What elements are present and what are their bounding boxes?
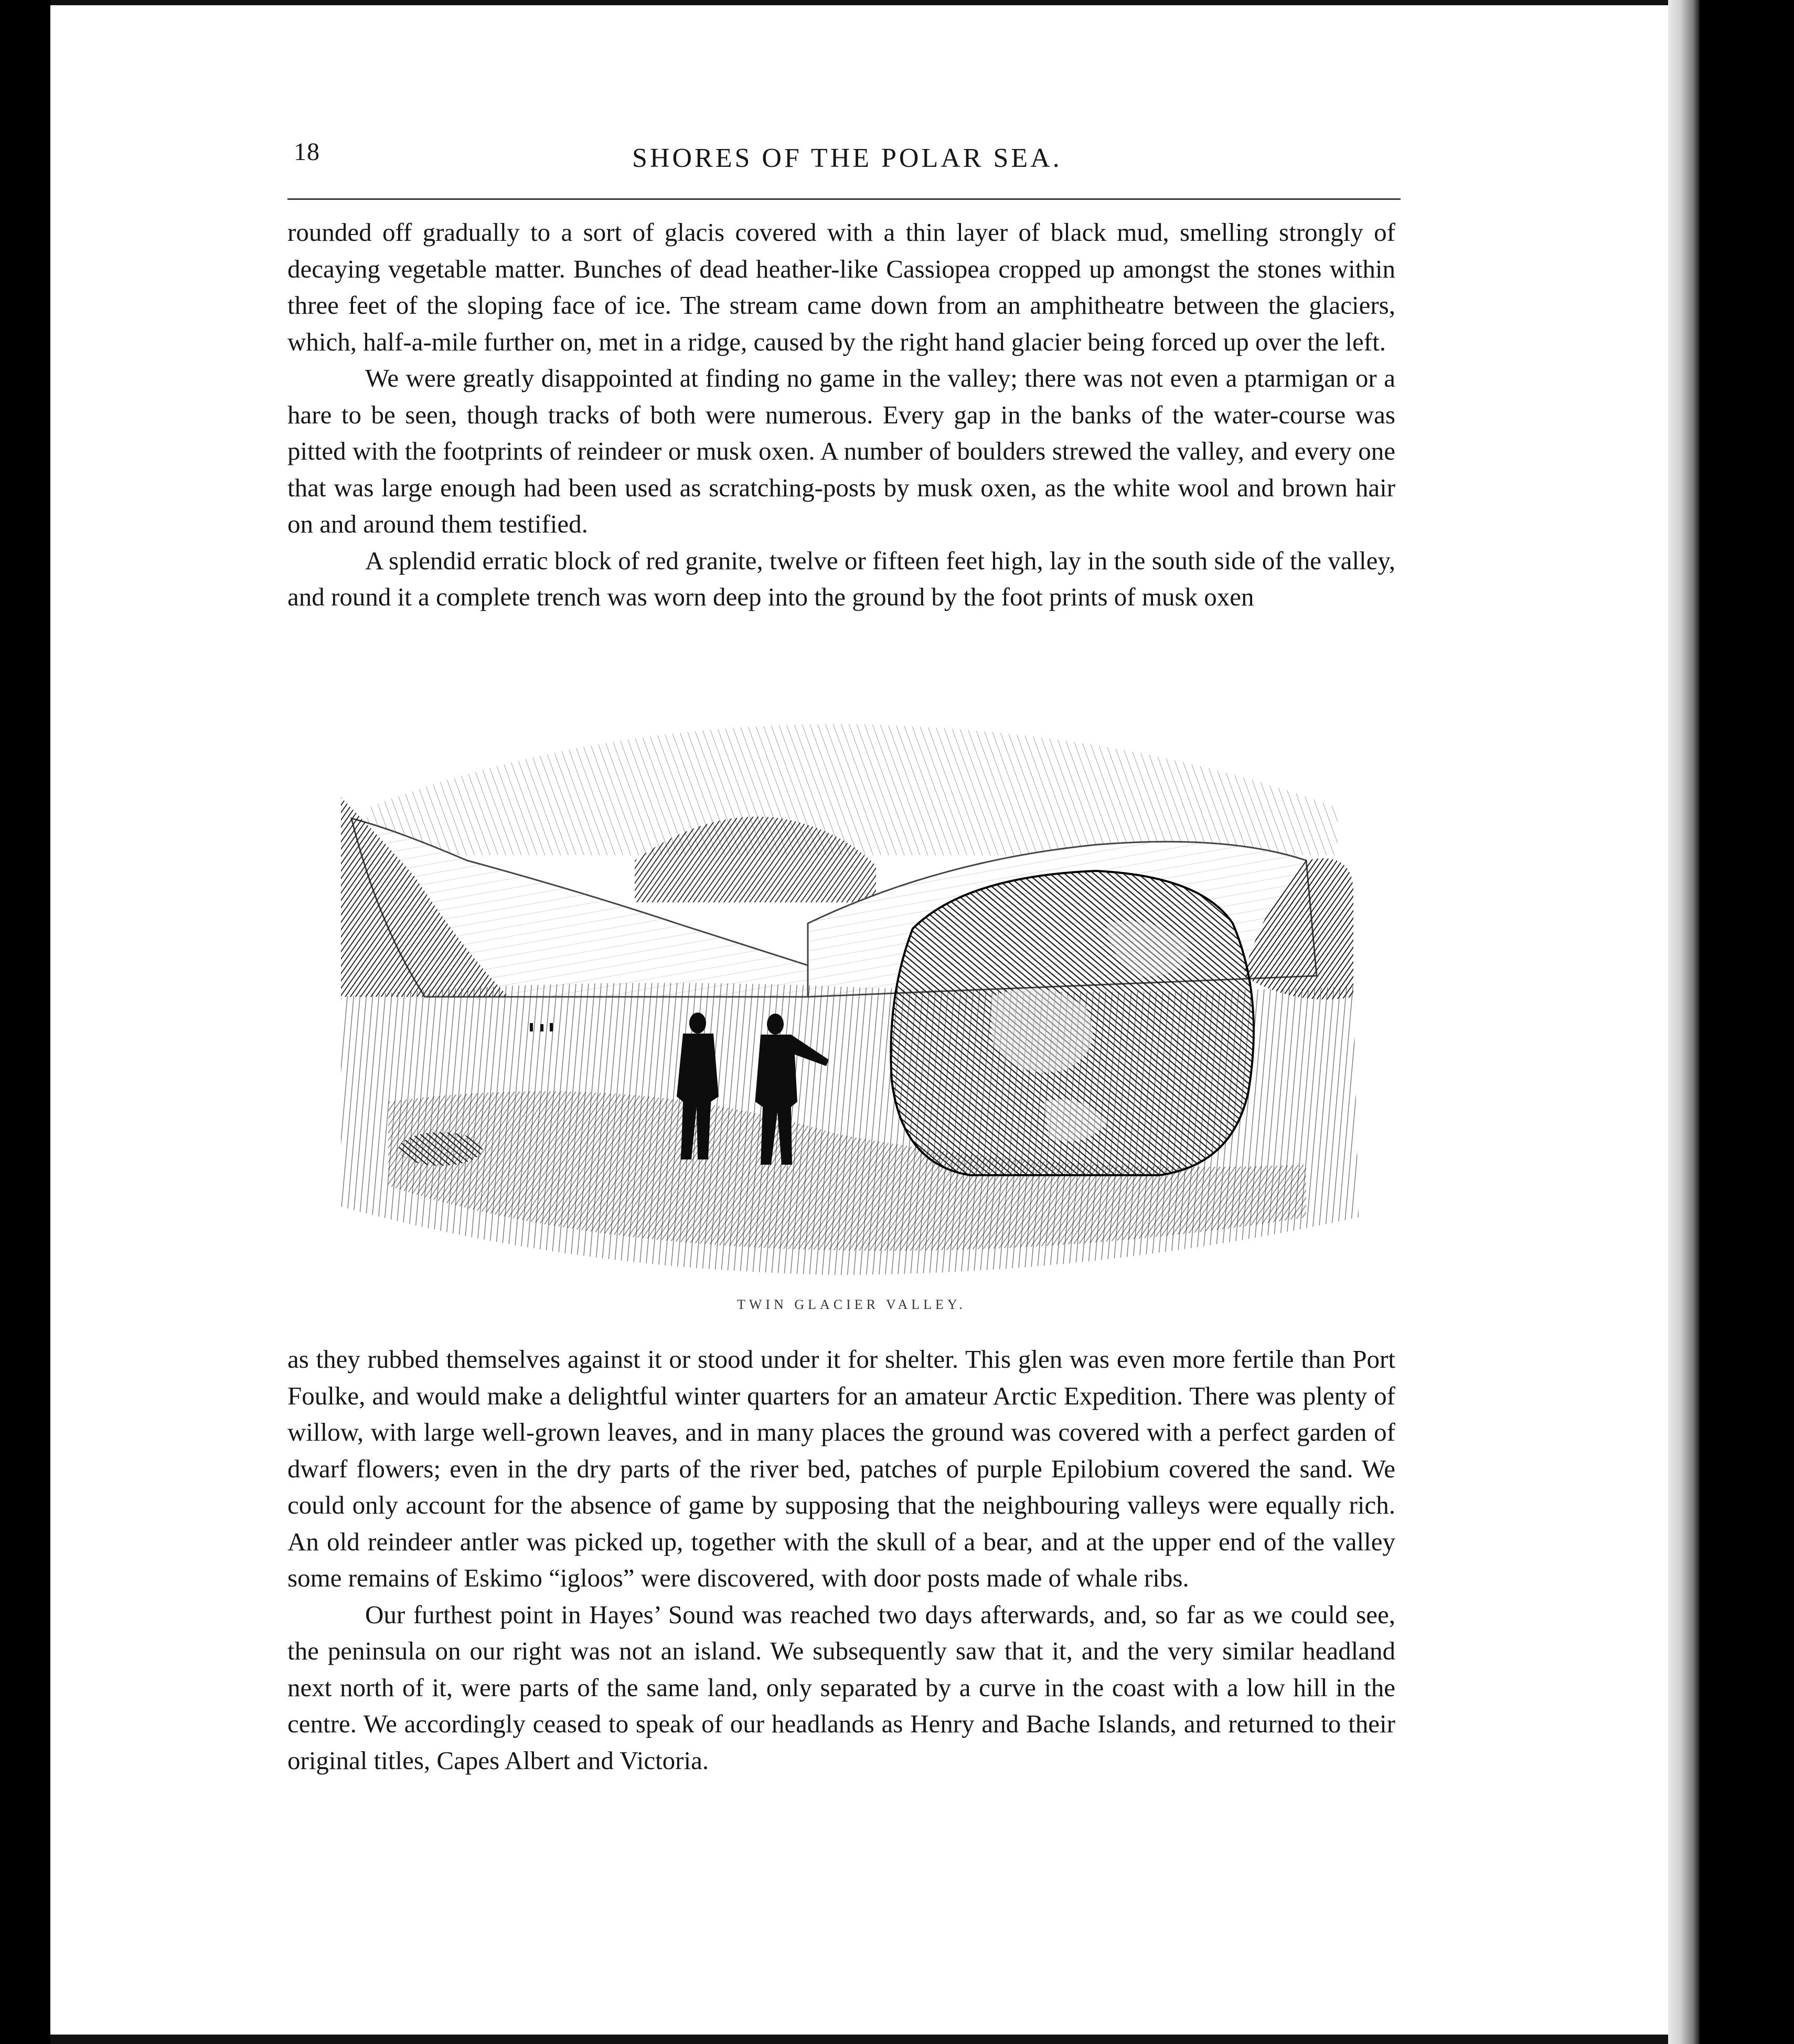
- page-number: 18: [294, 138, 320, 166]
- sky: [367, 724, 1338, 855]
- paragraph: Our furthest point in Hayes’ Sound was reached two days afterwards, and, so far as we could see, the peninsula on our right was not an island. We subsequently saw that it, and the very similar headland next north of it, were parts of the same land, only separated by a curve in the coast with a low hill in the centre. We accordingly ceased to speak of our headlands as Henry and Bache Islands, and returned to their original titles, Capes Albert and Victoria.: [287, 1600, 1395, 1775]
- page-curl-shadow: [1668, 0, 1700, 2044]
- engraving-illustration: [309, 703, 1380, 1280]
- body-text-bottom: [287, 1341, 1395, 1779]
- scan-border-left: [0, 0, 50, 2044]
- paragraph: as they rubbed themselves against it or stood under it for shelter. This glen was even more fertile than Port Foulke, and would make a delightful winter quarters for an amateur Arctic Expedition. There was plenty of willow, with large well-grown leaves, and in many places the ground was covered with a perfect garden of dwarf flowers; even in the dry parts of the river bed, patches of purple Epilobium covered the sand. We could only account for the absence of game by supposing that the neighbouring valleys were equally rich. An old reindeer antler was picked up, together with the skull of a bear, and at the upper end of the valley some remains of Eskimo “igloos” were discovered, with door posts made of whale ribs.: [287, 1345, 1395, 1592]
- scan-edge-top: [50, 0, 1668, 5]
- header-rule: [287, 198, 1401, 200]
- figure-caption: TWIN GLACIER VALLEY.: [737, 1297, 966, 1312]
- running-title: SHORES OF THE POLAR SEA.: [632, 143, 1062, 173]
- scan-edge-bottom: [50, 2035, 1668, 2044]
- small-boulder: [399, 1132, 483, 1166]
- body-text-top: [287, 214, 1395, 615]
- paragraph: A splendid erratic block of red granite, twelve or fifteen feet high, lay in the south side of the valley, and round it a complete trench was worn deep into the ground by the foot prints of musk oxen: [287, 546, 1395, 611]
- paragraph: We were greatly disappointed at finding no game in the valley; there was not even a ptarmigan or a hare to be seen, though tracks of both were numerous. Every gap in the banks of the water-course was pitted with the footprints of reindeer or musk oxen. A number of boulders strewed the valley, and every one that was large enough had been used as scratching-posts by musk oxen, as the white wool and brown hair on and around them testified.: [287, 364, 1395, 538]
- paragraph: rounded off gradually to a sort of glacis covered with a thin layer of black mud, smelling strongly of decaying vegetable matter. Bunches of dead heather-like Cassiopea cropped up amongst the stones within three feet of the sloping face of ice. The stream came down from an amphitheatre between the glaciers, which, half-a-mile further on, met in a ridge, caused by the right hand glacier being forced up over the left.: [287, 218, 1395, 356]
